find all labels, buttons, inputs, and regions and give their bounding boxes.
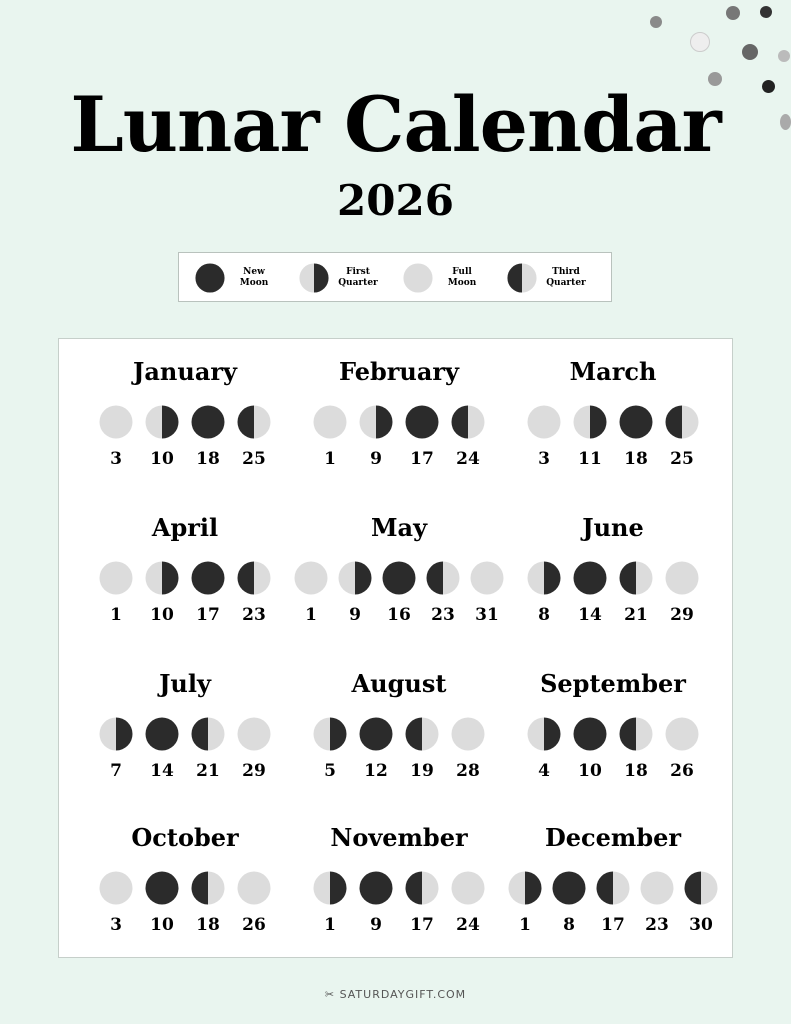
confetti-dot xyxy=(726,6,740,20)
phase-date: 10 xyxy=(150,605,174,625)
full-moon-icon xyxy=(313,405,347,439)
full-moon-icon xyxy=(237,717,271,751)
phase-date: 17 xyxy=(601,915,625,935)
year-subtitle: 2026 xyxy=(337,176,454,225)
phase-entry xyxy=(93,405,139,469)
phase-date: 8 xyxy=(563,915,575,935)
phase-date: 11 xyxy=(578,449,602,469)
month-name: September xyxy=(540,669,686,698)
phase-row xyxy=(503,561,723,625)
phase-entry xyxy=(521,717,567,781)
first-quarter-icon xyxy=(145,561,179,595)
phase-row xyxy=(503,871,723,935)
legend-item-new xyxy=(195,263,275,293)
new-moon-icon xyxy=(191,561,225,595)
phase-entry xyxy=(139,561,185,625)
new-moon-icon xyxy=(359,871,393,905)
month-name: December xyxy=(544,823,682,852)
new-moon-icon xyxy=(145,871,179,905)
phase-entry xyxy=(139,405,185,469)
phase-date: 3 xyxy=(110,449,122,469)
phase-row xyxy=(289,561,509,625)
phase-entry xyxy=(185,871,231,935)
phase-date: 12 xyxy=(364,761,388,781)
phase-entry xyxy=(659,717,705,781)
phase-entry xyxy=(445,871,491,935)
phase-date: 1 xyxy=(324,449,336,469)
month-december xyxy=(503,823,723,953)
phase-entry xyxy=(353,405,399,469)
phase-date: 17 xyxy=(410,915,434,935)
phase-entry xyxy=(659,561,705,625)
phase-entry xyxy=(635,871,679,935)
month-name: April xyxy=(151,513,219,542)
phase-entry xyxy=(567,561,613,625)
legend-label: First Quarter xyxy=(338,267,378,288)
phase-date: 26 xyxy=(242,915,266,935)
full-moon-icon xyxy=(99,871,133,905)
phase-row xyxy=(503,717,723,781)
phase-date: 24 xyxy=(456,915,480,935)
full-moon-icon xyxy=(294,561,328,595)
confetti-dot xyxy=(690,32,710,52)
legend-item-third xyxy=(507,263,587,293)
phase-row xyxy=(75,561,295,625)
phase-date: 28 xyxy=(456,761,480,781)
phase-entry xyxy=(353,871,399,935)
month-february xyxy=(289,357,509,487)
footer-brand xyxy=(0,988,791,1001)
first-quarter-icon xyxy=(145,405,179,439)
phase-row xyxy=(503,405,723,469)
month-january xyxy=(75,357,295,487)
phase-entry xyxy=(307,871,353,935)
phase-date: 1 xyxy=(110,605,122,625)
phase-date: 29 xyxy=(242,761,266,781)
month-november xyxy=(289,823,509,953)
month-march xyxy=(503,357,723,487)
third-quarter-icon xyxy=(405,717,439,751)
third-quarter-icon xyxy=(665,405,699,439)
phase-date: 31 xyxy=(475,605,499,625)
month-name: January xyxy=(133,357,237,386)
new-moon-icon xyxy=(145,717,179,751)
phase-entry xyxy=(93,561,139,625)
full-moon-icon xyxy=(237,871,271,905)
full-moon-icon xyxy=(99,405,133,439)
calendar-panel xyxy=(58,338,733,958)
first-quarter-icon xyxy=(313,717,347,751)
first-quarter-icon xyxy=(338,561,372,595)
third-quarter-icon xyxy=(619,561,653,595)
phase-entry xyxy=(503,871,547,935)
phase-date: 17 xyxy=(410,449,434,469)
month-april xyxy=(75,513,295,643)
new-moon-icon xyxy=(405,405,439,439)
full-moon-icon xyxy=(451,871,485,905)
phase-entry xyxy=(591,871,635,935)
first-quarter-icon xyxy=(99,717,133,751)
phase-date: 25 xyxy=(242,449,266,469)
phase-date: 24 xyxy=(456,449,480,469)
phase-date: 10 xyxy=(150,449,174,469)
phase-entry xyxy=(185,405,231,469)
phase-entry xyxy=(421,561,465,625)
third-quarter-icon xyxy=(619,717,653,751)
phase-date: 19 xyxy=(410,761,434,781)
month-june xyxy=(503,513,723,643)
first-quarter-icon xyxy=(299,263,329,293)
full-moon-icon xyxy=(451,717,485,751)
third-quarter-icon xyxy=(191,871,225,905)
phase-row xyxy=(75,871,295,935)
legend-item-first xyxy=(299,263,379,293)
new-moon-icon xyxy=(619,405,653,439)
phase-date: 9 xyxy=(370,449,382,469)
month-name: August xyxy=(351,669,447,698)
phase-entry xyxy=(521,405,567,469)
month-may xyxy=(289,513,509,643)
phase-date: 1 xyxy=(324,915,336,935)
full-moon-icon xyxy=(527,405,561,439)
confetti-dot xyxy=(760,6,772,18)
new-moon-icon xyxy=(573,717,607,751)
phase-entry xyxy=(445,717,491,781)
phase-entry xyxy=(185,717,231,781)
phase-date: 8 xyxy=(538,605,550,625)
phase-entry xyxy=(399,871,445,935)
phase-entry xyxy=(613,561,659,625)
phase-entry xyxy=(659,405,705,469)
phase-date: 14 xyxy=(578,605,602,625)
phase-entry xyxy=(231,871,277,935)
legend-label: New Moon xyxy=(239,267,269,288)
legend-item-full xyxy=(403,263,483,293)
phase-entry xyxy=(289,561,333,625)
phase-entry xyxy=(231,717,277,781)
confetti-dot xyxy=(778,50,790,62)
full-moon-icon xyxy=(640,871,674,905)
phase-entry xyxy=(93,871,139,935)
phase-date: 18 xyxy=(196,449,220,469)
new-moon-icon xyxy=(191,405,225,439)
confetti-dot xyxy=(650,16,662,28)
phase-date: 9 xyxy=(349,605,361,625)
new-moon-icon xyxy=(573,561,607,595)
phase-date: 10 xyxy=(578,761,602,781)
phase-row xyxy=(289,405,509,469)
phase-date: 16 xyxy=(387,605,411,625)
phase-entry xyxy=(521,561,567,625)
phase-date: 18 xyxy=(624,761,648,781)
month-name: June xyxy=(582,513,644,542)
phase-date: 9 xyxy=(370,915,382,935)
phase-date: 23 xyxy=(431,605,455,625)
phase-entry xyxy=(567,405,613,469)
page-title: Lunar Calendar xyxy=(70,80,721,169)
new-moon-icon xyxy=(552,871,586,905)
third-quarter-icon xyxy=(237,405,271,439)
full-moon-icon xyxy=(665,561,699,595)
phase-entry xyxy=(613,405,659,469)
third-quarter-icon xyxy=(507,263,537,293)
phase-date: 3 xyxy=(538,449,550,469)
phase-entry xyxy=(613,717,659,781)
phase-entry xyxy=(377,561,421,625)
month-name: November xyxy=(330,823,468,852)
new-moon-icon xyxy=(195,263,225,293)
third-quarter-icon xyxy=(596,871,630,905)
phase-date: 14 xyxy=(150,761,174,781)
phase-date: 10 xyxy=(150,915,174,935)
phase-entry xyxy=(399,405,445,469)
phase-date: 29 xyxy=(670,605,694,625)
phase-entry xyxy=(679,871,723,935)
third-quarter-icon xyxy=(426,561,460,595)
phase-entry xyxy=(185,561,231,625)
month-name: July xyxy=(159,669,211,698)
phase-entry xyxy=(139,871,185,935)
first-quarter-icon xyxy=(508,871,542,905)
phase-date: 7 xyxy=(110,761,122,781)
phase-entry xyxy=(231,561,277,625)
new-moon-icon xyxy=(382,561,416,595)
third-quarter-icon xyxy=(405,871,439,905)
phase-date: 1 xyxy=(305,605,317,625)
phase-row xyxy=(289,871,509,935)
brand-logo-icon: ✂︎ xyxy=(324,988,340,1001)
phase-entry xyxy=(307,405,353,469)
phase-row xyxy=(75,405,295,469)
phase-row xyxy=(289,717,509,781)
phase-date: 18 xyxy=(196,915,220,935)
first-quarter-icon xyxy=(527,717,561,751)
phase-entry xyxy=(399,717,445,781)
phase-entry xyxy=(231,405,277,469)
phase-date: 1 xyxy=(519,915,531,935)
phase-row xyxy=(75,717,295,781)
first-quarter-icon xyxy=(527,561,561,595)
phase-date: 21 xyxy=(624,605,648,625)
month-july xyxy=(75,669,295,799)
phase-date: 18 xyxy=(624,449,648,469)
phase-date: 5 xyxy=(324,761,336,781)
first-quarter-icon xyxy=(573,405,607,439)
phase-entry xyxy=(445,405,491,469)
month-september xyxy=(503,669,723,799)
phase-entry xyxy=(547,871,591,935)
phase-date: 30 xyxy=(689,915,713,935)
phase-date: 25 xyxy=(670,449,694,469)
phase-entry xyxy=(353,717,399,781)
month-october xyxy=(75,823,295,953)
month-name: February xyxy=(338,357,459,386)
third-quarter-icon xyxy=(684,871,718,905)
phase-date: 4 xyxy=(538,761,550,781)
phase-entry xyxy=(307,717,353,781)
month-name: May xyxy=(370,513,428,542)
phase-date: 21 xyxy=(196,761,220,781)
third-quarter-icon xyxy=(451,405,485,439)
full-moon-icon xyxy=(403,263,433,293)
first-quarter-icon xyxy=(359,405,393,439)
phase-date: 26 xyxy=(670,761,694,781)
legend-label: Third Quarter xyxy=(546,267,586,288)
first-quarter-icon xyxy=(313,871,347,905)
month-name: March xyxy=(569,357,657,386)
brand-text: SATURDAYGIFT.COM xyxy=(339,988,467,1001)
third-quarter-icon xyxy=(237,561,271,595)
new-moon-icon xyxy=(359,717,393,751)
confetti-dot xyxy=(742,44,758,60)
full-moon-icon xyxy=(665,717,699,751)
phase-entry xyxy=(567,717,613,781)
phase-entry xyxy=(333,561,377,625)
phase-entry xyxy=(93,717,139,781)
phase-entry xyxy=(139,717,185,781)
month-name: October xyxy=(131,823,239,852)
phase-date: 23 xyxy=(242,605,266,625)
phase-legend xyxy=(178,252,612,302)
month-august xyxy=(289,669,509,799)
phase-date: 23 xyxy=(645,915,669,935)
third-quarter-icon xyxy=(191,717,225,751)
legend-label: Full Moon xyxy=(447,267,477,288)
full-moon-icon xyxy=(99,561,133,595)
phase-date: 17 xyxy=(196,605,220,625)
full-moon-icon xyxy=(470,561,504,595)
phase-date: 3 xyxy=(110,915,122,935)
